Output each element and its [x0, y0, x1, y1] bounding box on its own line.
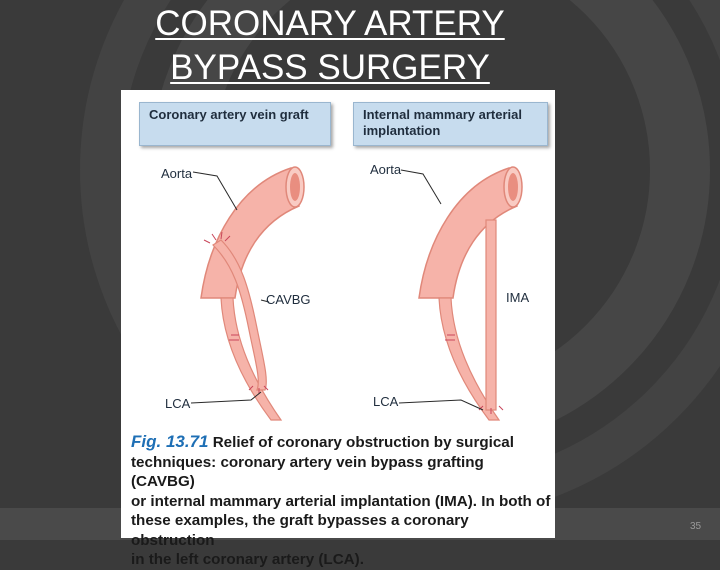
caption-line-3: or internal mammary arterial implantation (IMA). In both of [131, 492, 551, 510]
right-panel-header-line2: implantation [363, 123, 441, 138]
cavbg-label: CAVBG [266, 292, 311, 307]
figure-number: Fig. 13.71 [131, 432, 209, 451]
slide-page-number: 35 [690, 521, 702, 532]
right-panel-header [353, 102, 548, 146]
right-aorta-label: Aorta [370, 162, 402, 177]
left-lca-label: LCA [165, 396, 191, 411]
title-line-1: CORONARY ARTERY [155, 4, 505, 43]
right-aorta [419, 167, 522, 298]
left-panel-header-text: Coronary artery vein graft [149, 107, 309, 122]
ima-label: IMA [506, 290, 530, 305]
right-panel-header-line1: Internal mammary arterial [363, 107, 522, 122]
caption-line-2: techniques: coronary artery vein bypass grafting (CAVBG) [131, 453, 484, 490]
left-aorta-label: Aorta [161, 166, 193, 181]
caption-line-5: in the left coronary artery (LCA). [131, 551, 364, 568]
left-panel-header [139, 102, 331, 146]
slide-title [110, 2, 550, 90]
caption-line-4: these examples, the graft bypasses a coronary obstruction [131, 512, 469, 549]
right-lca-label: LCA [373, 394, 399, 409]
figure-image [121, 90, 555, 568]
left-aorta [201, 167, 304, 298]
figure-caption [131, 432, 551, 570]
title-line-2: BYPASS SURGERY [170, 48, 490, 87]
caption-line-1: Relief of coronary obstruction by surgical [208, 434, 514, 451]
